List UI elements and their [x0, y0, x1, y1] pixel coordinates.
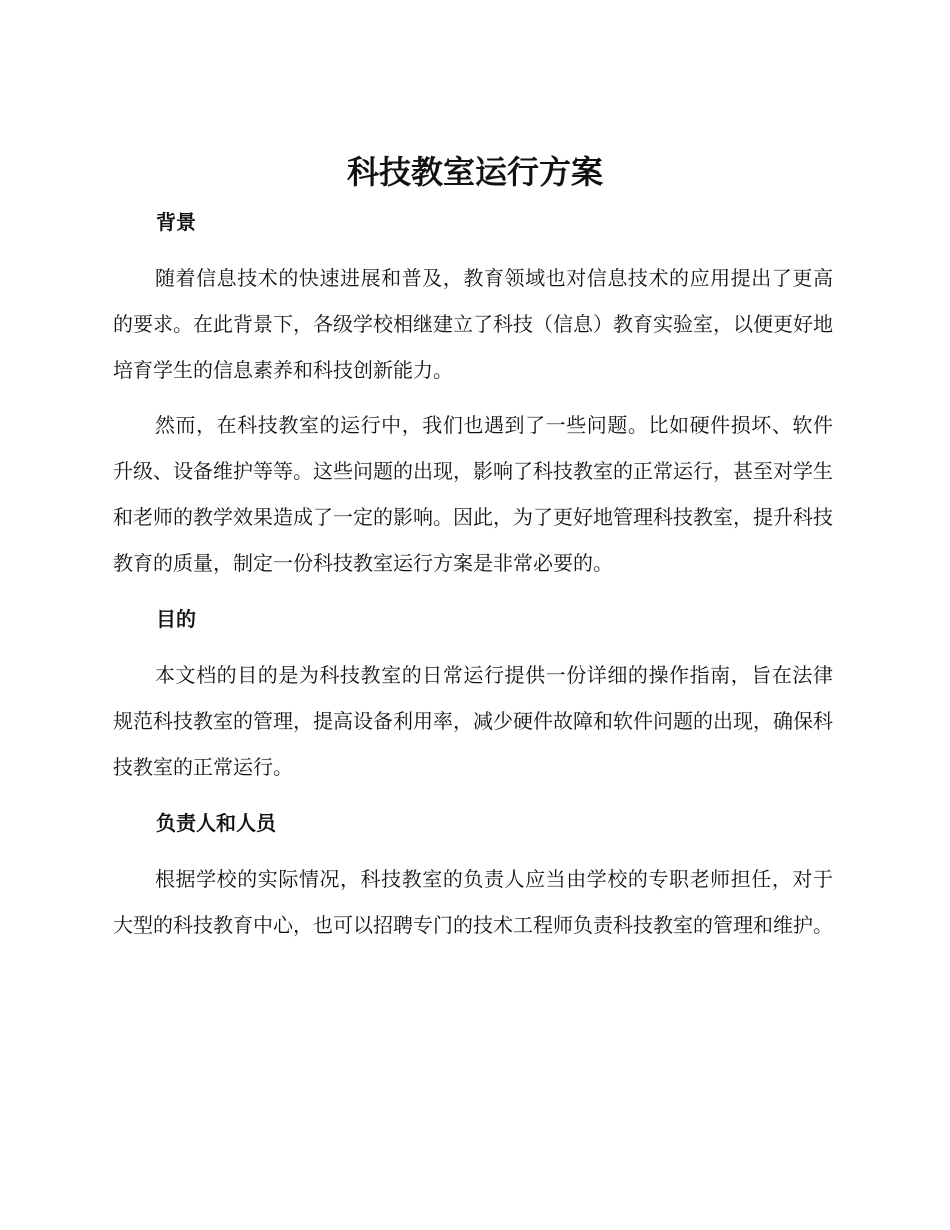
section-heading-background: 背景 — [156, 210, 196, 234]
paragraph-personnel: 根据学校的实际情况，科技教室的负责人应当由学校的专职老师担任，对于大型的科技教育中心，也可以招聘专门的技术工程师负责科技教室的管理和维护。 — [113, 867, 833, 937]
paragraph-purpose: 本文档的目的是为科技教室的日常运行提供一份详细的操作指南，旨在法律规范科技教室的管理，提高设备利用率，减少硬件故障和软件问题的出现，确保科技教室的正常运行。 — [113, 663, 833, 779]
section-heading-personnel: 负责人和人员 — [156, 811, 276, 835]
section-heading-purpose: 目的 — [156, 607, 196, 631]
paragraph-background-2: 然而，在科技教室的运行中，我们也遇到了一些问题。比如硬件损坏、软件升级、设备维护等等。这些问题的出现，影响了科技教室的正常运行，甚至对学生和老师的教学效果造成了一定的影响。因此，为了更好地管理科技教室，提升科技教育的质量，制定一份科技教室运行方案是非常必要的。 — [113, 413, 833, 575]
paragraph-background-1: 随着信息技术的快速进展和普及，教育领域也对信息技术的应用提出了更高的要求。在此背景下，各级学校相继建立了科技（信息）教育实验室，以便更好地培育学生的信息素养和科技创新能力。 — [113, 266, 833, 382]
document-title: 科技教室运行方案 — [346, 153, 603, 191]
